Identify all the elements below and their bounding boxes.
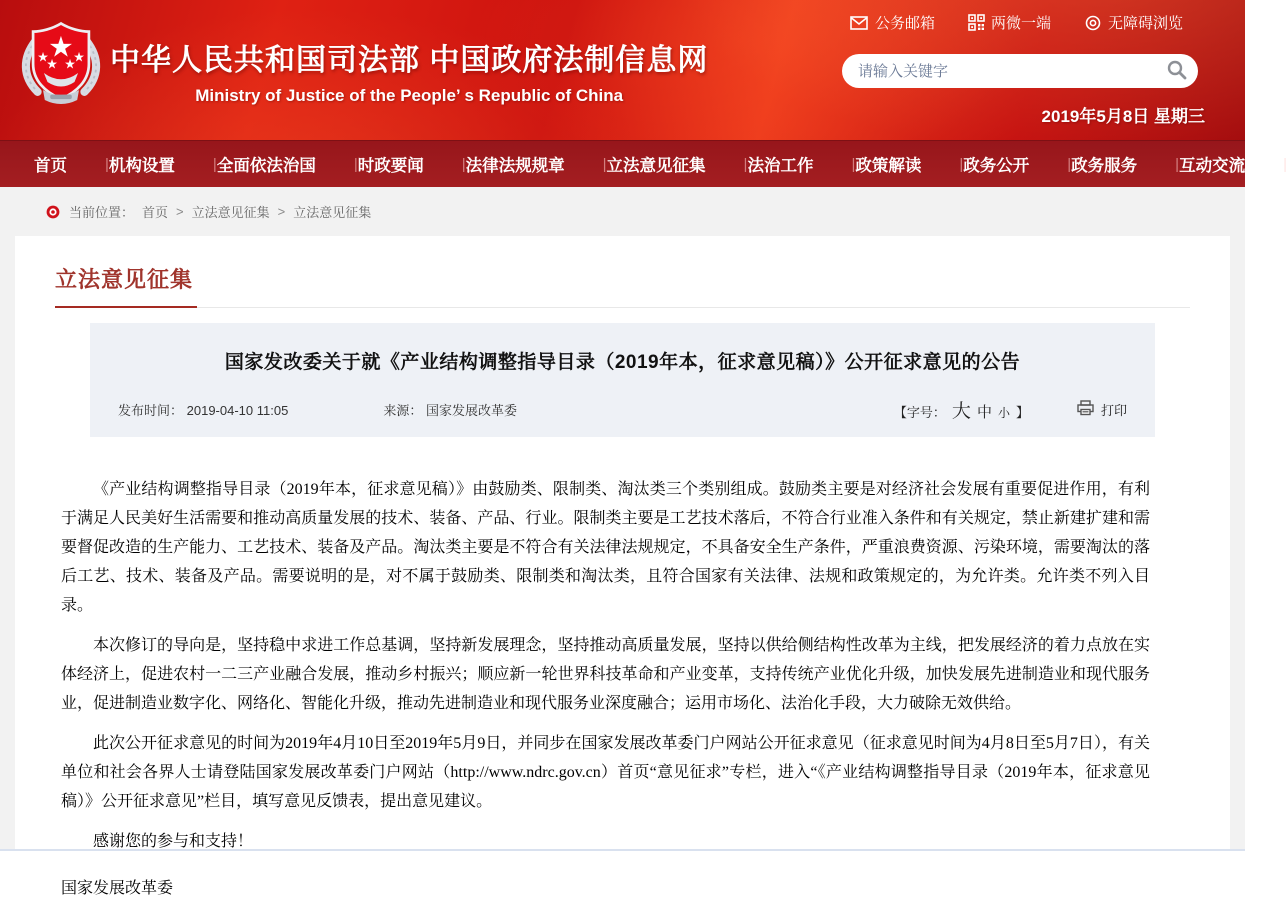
font-size-prefix: 【字号： <box>893 405 946 420</box>
nav-item-gov-services[interactable]: 政务服务 | <box>1071 141 1179 187</box>
page-body <box>0 187 1245 897</box>
article-header <box>90 323 1155 437</box>
article-source <box>383 400 517 419</box>
article-meta <box>118 396 1127 423</box>
site-brand[interactable] <box>16 18 708 115</box>
two-micro-one-app-link[interactable] <box>969 12 1051 33</box>
article-body <box>15 437 1230 903</box>
article-paragraph: 本次修订的导向是，坚持稳中求进工作总基调，坚持新发展理念，坚持推动高质量发展，坚持以供给侧结构性改革为主线，把发展经济的着力点放在实体经济上，促进农村一二三产业融合发展，推动乡村振兴；顺应新一轮世界科技革命和产业变革，支持传统产业优化升级，加快发展先进制造业和现代服务业，促进制造业数字化、网络化、智能化升级，推动先进制造业和现代服务业深度融合；运用市场化、法治化手段，大力破除无效供给。 <box>61 637 1150 712</box>
main-nav <box>0 140 1245 187</box>
site-emblem <box>16 18 106 115</box>
font-size-control <box>894 396 1029 423</box>
nav-item-organization[interactable]: 机构设置 | <box>109 141 217 187</box>
breadcrumb-separator: > <box>277 204 286 219</box>
official-mailbox-link[interactable] <box>850 12 935 33</box>
svg-text:★: ★ <box>64 58 76 71</box>
svg-text:★: ★ <box>46 58 58 71</box>
breadcrumb <box>0 187 1245 236</box>
search-icon <box>1166 59 1188 84</box>
breadcrumb-current[interactable]: 立法意见征集 <box>293 205 372 220</box>
svg-text:★: ★ <box>49 34 73 60</box>
article-paragraph: 此次公开征求意见的时间为2019年4月10日至2019年5月9日，并同步在国家发展改革委门户网站公开征求意见（征求意见时间为4月8日至5月7日），有关单位和社会各界人士请登陆国家发展改革委门户网站（http://www.ndrc.gov.cn）首页“意见征求”专栏，进入“《产业结构调整指导目录（2019年本，征求意见稿）》公开征求意见”栏目，填写意见反馈表，提出意见建议。 <box>61 735 1150 810</box>
current-date: 2019年5月8日 星期三 <box>1041 107 1205 126</box>
site-header <box>0 0 1245 140</box>
nav-item-gov-disclosure[interactable]: 政务公开 | <box>963 141 1071 187</box>
mail-icon <box>850 16 868 30</box>
article-paragraph: 《产业结构调整指导目录（2019年本，征求意见稿）》由鼓励类、限制类、淘汰类三个类别组成。鼓励类主要是对经济社会发展有重要促进作用，有利于满足人民美好生活需要和推动高质量发展的技术、装备、产品、行业。限制类主要是工艺技术落后，不符合行业准入条件和有关规定，禁止新建扩建和需要督促改造的生产能力、工艺技术、装备及产品。淘汰类主要是不符合有关法律法规规定，不具备安全生产条件，严重浪费资源、污染环境，需要淘汰的落后工艺、技术、装备及产品。需要说明的是，对不属于鼓励类、限制类和淘汰类，且符合国家有关法律、法规和政策规定的，为允许类。允许类不列入目录。 <box>61 481 1150 614</box>
section-title: 立法意见征集 <box>55 263 197 308</box>
nav-item-legal-work[interactable]: 法治工作 | <box>747 141 855 187</box>
font-size-small-button[interactable]: 小 <box>997 406 1010 420</box>
nav-item-interaction[interactable]: 互动交流 | <box>1179 141 1287 187</box>
article-signature: 国家发展改革委 <box>61 880 174 897</box>
article-title: 国家发改委关于就《产业结构调整指导目录（2019年本，征求意见稿）》公开征求意见的公告 <box>224 352 1021 373</box>
source-value: 国家发展改革委 <box>425 403 517 418</box>
accessibility-link[interactable] <box>1085 12 1183 33</box>
search-input[interactable] <box>858 63 1164 80</box>
content-panel <box>15 236 1230 897</box>
two-micro-one-app-label: 两微一端 <box>990 15 1051 32</box>
font-size-suffix: 】 <box>1015 405 1029 420</box>
nav-item-home[interactable]: 首页 | <box>34 141 109 187</box>
site-subtitle: Ministry of Justice of the People’ s Republic of China <box>195 86 624 105</box>
print-button[interactable] <box>1077 400 1127 419</box>
font-size-medium-button[interactable]: 中 <box>976 404 992 421</box>
accessibility-label: 无障碍浏览 <box>1107 15 1183 32</box>
search-button[interactable] <box>1164 57 1190 86</box>
printer-icon <box>1077 400 1094 419</box>
site-title: 中华人民共和国司法部 中国政府法制信息网 <box>110 44 709 77</box>
location-target-icon <box>46 205 60 219</box>
svg-text:★: ★ <box>73 51 85 64</box>
site-search <box>842 54 1198 88</box>
breadcrumb-separator: > <box>176 204 184 219</box>
breadcrumb-section[interactable]: 立法意见征集 <box>191 205 270 220</box>
breadcrumb-home[interactable]: 首页 <box>142 205 169 220</box>
source-label: 来源： <box>383 403 423 418</box>
publish-time <box>118 400 288 419</box>
nav-item-current-news[interactable]: 时政要闻 | <box>358 141 466 187</box>
article-thanks: 感谢您的参与和支持！ <box>93 833 254 850</box>
nav-item-rule-of-law[interactable]: 全面依法治国 | <box>217 141 358 187</box>
publish-time-value: 2019-04-10 11:05 <box>186 403 289 418</box>
header-utility-links <box>850 12 1183 33</box>
official-mailbox-label: 公务邮箱 <box>874 15 935 32</box>
print-label: 打印 <box>1100 403 1127 418</box>
svg-text:★: ★ <box>37 51 49 64</box>
nav-item-policy-interpretation[interactable]: 政策解读 | <box>855 141 963 187</box>
section-header <box>55 236 1190 308</box>
accessibility-icon <box>1085 15 1101 31</box>
nav-item-laws-regulations[interactable]: 法律法规规章 | <box>466 141 607 187</box>
breadcrumb-label: 当前位置： <box>69 205 135 220</box>
publish-time-label: 发布时间： <box>118 403 184 418</box>
qrcode-icon <box>969 15 984 30</box>
font-size-large-button[interactable]: 大 <box>951 401 971 422</box>
nav-item-legislative-opinions[interactable]: 立法意见征集 | <box>607 141 748 187</box>
